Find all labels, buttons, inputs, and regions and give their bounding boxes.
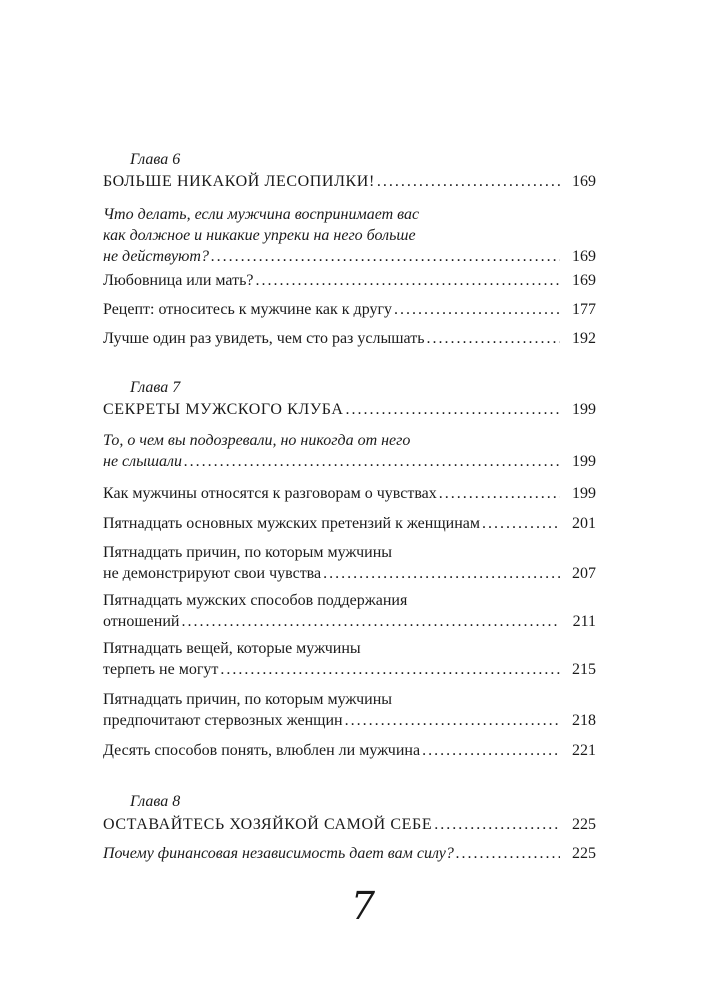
chapter-title-entry[interactable]	[103, 814, 596, 835]
entry-text: предпочитают стервозных женщин	[103, 712, 343, 729]
dot-leader	[346, 399, 561, 420]
dot-leader	[184, 451, 560, 472]
toc-entry[interactable]	[103, 638, 596, 680]
toc-entry[interactable]	[103, 328, 596, 349]
page-number: 199	[572, 401, 596, 418]
entry-text: Любовница или мать?	[103, 272, 254, 289]
toc-entry[interactable]	[103, 270, 596, 291]
page-number: 221	[572, 742, 596, 759]
toc-entry[interactable]	[103, 843, 596, 864]
dot-leader	[256, 270, 561, 291]
toc-entry[interactable]	[103, 483, 596, 504]
chapter-label: Глава 8	[130, 793, 181, 810]
dot-leader	[456, 843, 560, 864]
entry-line: То, о чем вы подозревали, но никогда от него	[103, 432, 411, 449]
dot-leader	[434, 814, 560, 835]
entry-text: Лучше один раз увидеть, чем сто раз услышать	[103, 330, 425, 347]
dot-leader	[482, 513, 560, 534]
dot-leader	[181, 611, 560, 632]
dot-leader	[220, 659, 560, 680]
entry-line: Пятнадцать мужских способов поддержания	[103, 592, 408, 609]
page-number: 169	[572, 248, 596, 265]
entry-text: отношений	[103, 613, 180, 630]
entry-text: не действуют?	[103, 248, 209, 265]
dot-leader	[394, 299, 560, 320]
entry-line: Пятнадцать вещей, которые мужчины	[103, 640, 361, 657]
entry-line: Пятнадцать причин, по которым мужчины	[103, 544, 393, 561]
toc-entry[interactable]	[103, 689, 596, 731]
chapter-label: Глава 7	[130, 379, 181, 396]
dot-leader	[377, 171, 560, 192]
entry-line: Пятнадцать причин, по которым мужчины	[103, 691, 393, 708]
page-number: 218	[572, 712, 596, 729]
page-number: 225	[572, 816, 596, 833]
entry-text: Как мужчины относятся к разговорам о чувствах	[103, 485, 437, 502]
page-number: 192	[572, 330, 596, 347]
folio-page-number: 7	[350, 884, 376, 928]
chapter-title: ОСТАВАЙТЕСЬ ХОЗЯЙКОЙ САМОЙ СЕБЕ	[103, 816, 433, 833]
toc-entry[interactable]	[103, 740, 596, 761]
dot-leader	[345, 710, 560, 731]
toc-entry[interactable]	[103, 430, 596, 472]
page-number: 199	[572, 485, 596, 502]
toc-entry[interactable]	[103, 204, 596, 267]
toc-entry[interactable]	[103, 542, 596, 584]
entry-text: Почему финансовая независимость дает вам силу?	[103, 845, 454, 862]
chapter-title-entry[interactable]	[103, 399, 596, 420]
chapter-title: БОЛЬШЕ НИКАКОЙ ЛЕСОПИЛКИ!	[103, 173, 375, 190]
chapter-title-entry[interactable]	[103, 171, 596, 192]
page-number: 177	[572, 301, 596, 318]
entry-text: Десять способов понять, влюблен ли мужчина	[103, 742, 421, 759]
page-number: 225	[572, 845, 596, 862]
entry-line: как должное и никакие упреки на него больше	[103, 227, 416, 244]
toc-entry[interactable]	[103, 513, 596, 534]
page-number: 207	[572, 565, 596, 582]
entry-text: не слышали	[103, 453, 183, 470]
dot-leader	[422, 740, 560, 761]
toc-entry[interactable]	[103, 590, 596, 632]
entry-text: не демонстрируют свои чувства	[103, 565, 322, 582]
page-number: 215	[572, 661, 596, 678]
entry-text: Рецепт: относитесь к мужчине как к другу	[103, 301, 393, 318]
toc-entry[interactable]	[103, 299, 596, 320]
page-number: 211	[572, 613, 596, 630]
dot-leader	[427, 328, 560, 349]
page-number: 169	[572, 173, 596, 190]
dot-leader	[211, 246, 560, 267]
chapter-title: СЕКРЕТЫ МУЖСКОГО КЛУБА	[103, 401, 344, 418]
entry-text: терпеть не могут	[103, 661, 219, 678]
page-number: 169	[572, 272, 596, 289]
dot-leader	[323, 563, 560, 584]
dot-leader	[439, 483, 560, 504]
entry-line: Что делать, если мужчина воспринимает вас	[103, 206, 420, 223]
page-number: 199	[572, 453, 596, 470]
chapter-label: Глава 6	[130, 151, 181, 168]
entry-text: Пятнадцать основных мужских претензий к женщинам	[103, 515, 481, 532]
page-number: 201	[572, 515, 596, 532]
